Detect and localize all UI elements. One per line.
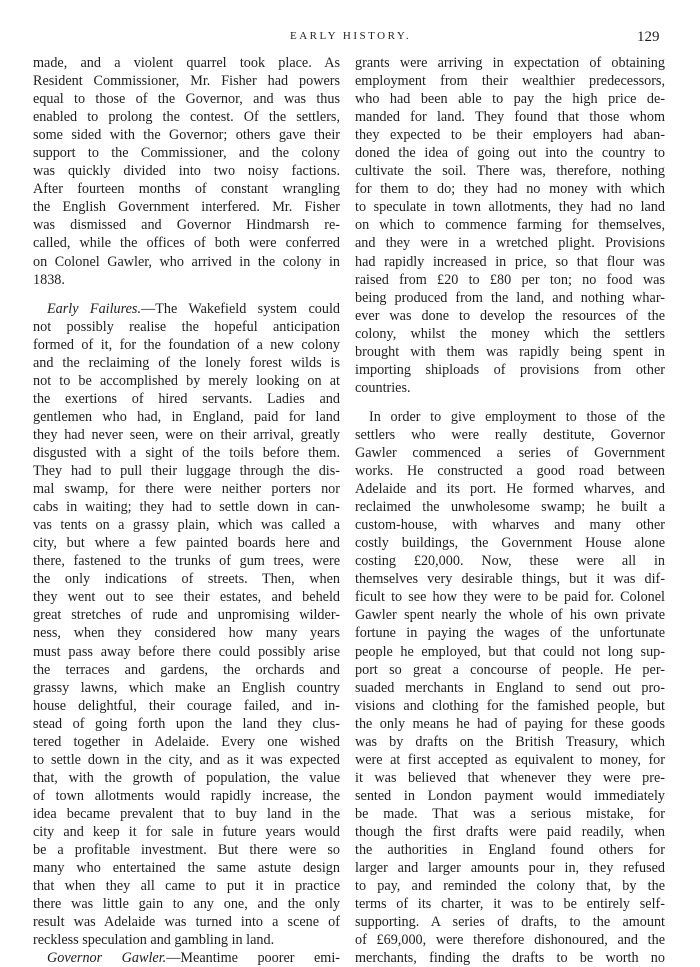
text-line: colony, whilst the money which the settlers bbox=[355, 325, 665, 342]
text-line: countries. bbox=[355, 379, 411, 396]
text-line: visions and clothing for the famished people, but bbox=[355, 697, 665, 714]
text-line: doned the idea of going out into the country to bbox=[355, 145, 665, 162]
text-line: not possibly realise the hopeful anticipation bbox=[33, 318, 340, 335]
text-line: of town allotments would rapidly increase, the bbox=[33, 787, 340, 804]
paragraph-gap bbox=[355, 397, 665, 408]
text-line: great stretches of rude and unpromising wilder- bbox=[33, 607, 340, 624]
text-line: In order to give employment to those of the bbox=[369, 408, 665, 425]
paragraph-government-works bbox=[355, 408, 665, 967]
text-line: on which to commence farming for themselves, bbox=[355, 217, 665, 234]
text-line: of £69,000, were therefore dishonoured, and the bbox=[355, 932, 665, 949]
text-line: people he employed, but that could not long sup- bbox=[355, 643, 665, 660]
text-fragment: —The Wakefield system could bbox=[141, 300, 340, 317]
text-line: stead of going forth upon the land they clus- bbox=[33, 715, 340, 732]
text-line: custom-house, with wharves and many other bbox=[355, 517, 665, 534]
text-line bbox=[33, 949, 340, 967]
text-line: and the reclaiming of the lonely forest wilds is bbox=[33, 354, 340, 371]
text-line: they went out to see their estates, and beheld bbox=[33, 589, 340, 606]
paragraph-poorer-emigrants bbox=[355, 54, 665, 397]
text-line: called, while the offices of both were conferred bbox=[33, 235, 340, 252]
text-line: equal to those of the Governor, and was thus bbox=[33, 91, 340, 108]
text-line: settlers who were really destitute, Governor bbox=[355, 426, 665, 443]
text-line: raised from £20 to £80 per ton; no food was bbox=[355, 271, 665, 288]
text-line: costing £20,000. Now, these were all in bbox=[355, 553, 665, 570]
text-line: cabs in waiting; they had to settle down in can- bbox=[33, 499, 340, 516]
text-line bbox=[33, 300, 340, 318]
text-line: employment from their wealthier predecessors, bbox=[355, 73, 665, 90]
text-line: were at first accepted as equivalent to money, for bbox=[355, 751, 665, 768]
text-line: disgusted with a sight of the toils before them. bbox=[33, 444, 340, 461]
text-line: not to be accomplished by merely looking on at bbox=[33, 372, 340, 389]
text-line: gentlemen who had, in England, paid for land bbox=[33, 408, 340, 425]
text-line: vas tents on a grassy plain, which was called a bbox=[33, 517, 340, 534]
text-line: Gawler spent nearly the whole of his own private bbox=[355, 607, 665, 624]
text-line: Gawler commenced a series of Government bbox=[355, 444, 665, 461]
text-line: After fourteen months of constant wrangling bbox=[33, 181, 340, 198]
text-line: had rapidly increased in price, so that flour was bbox=[355, 253, 665, 270]
text-line: 1838. bbox=[33, 271, 65, 288]
text-line: many who entertained the same astute design bbox=[33, 860, 340, 877]
text-fragment: —Meantime poorer emi- bbox=[166, 950, 341, 967]
text-line: cultivate the soil. There was, therefore, nothing bbox=[355, 163, 665, 180]
text-line: supporting. A series of drafts, to the amount bbox=[355, 914, 665, 931]
text-line: importing shiploads of provisions from other bbox=[355, 361, 665, 378]
text-line: manded for land. They found that those whom bbox=[355, 109, 665, 126]
text-line: they expected to be their employers had aban- bbox=[355, 127, 665, 144]
text-line: mal swamp, for there were neither porters nor bbox=[33, 481, 340, 498]
text-line: support to the Commissioner, and the colony bbox=[33, 145, 340, 162]
text-line: sented in London payment would immediately bbox=[355, 787, 665, 804]
text-line: grants were arriving in expectation of obtaining bbox=[355, 55, 665, 71]
text-line: the only means he had of paying for these goods bbox=[355, 715, 665, 732]
text-line: merchants, finding the drafts to be worth no bbox=[355, 950, 665, 967]
text-line: ficult to see how they were to be paid for. Colonel bbox=[355, 589, 665, 606]
text-line: tered together in Adelaide. Every one wished bbox=[33, 733, 340, 750]
text-line: the only indications of streets. Then, when bbox=[33, 571, 340, 588]
text-line: house delightful, their courage failed, and in- bbox=[33, 697, 340, 714]
left-column bbox=[33, 54, 340, 967]
text-line: fortune in paying the wages of the unfortunate bbox=[355, 625, 665, 642]
text-line: must pass away before there could possibly arise bbox=[33, 643, 340, 660]
text-line: for them to do; they had no money with which bbox=[355, 181, 665, 198]
paragraph-body bbox=[33, 318, 340, 950]
text-line: port so great a concourse of people. He per- bbox=[355, 661, 665, 678]
running-head: EARLY HISTORY. bbox=[290, 30, 412, 42]
text-line: themselves very desirable things, but it was dif- bbox=[355, 571, 665, 588]
text-line: They had to pull their luggage through the dis- bbox=[33, 463, 340, 480]
text-line: made, and a violent quarrel took place. As bbox=[33, 55, 340, 71]
text-line: formed of it, for the foundation of a new colony bbox=[33, 336, 340, 353]
text-line: costly buildings, the Government House alone bbox=[355, 535, 665, 552]
text-line: works. He constructed a good road between bbox=[355, 463, 665, 480]
text-line: grassy lawns, which make an English country bbox=[33, 679, 340, 696]
text-line: who had been able to pay the high price de- bbox=[355, 91, 665, 108]
text-line: the authorities in England found others for bbox=[355, 842, 665, 859]
text-line: suaded merchants in England to send out pro- bbox=[355, 679, 665, 696]
text-line: the English Government interfered. Mr. Fisher bbox=[33, 199, 340, 216]
text-line: city and keep it for sale in future years would bbox=[33, 823, 340, 840]
text-line: to pay, and reminded the colony that, by the bbox=[355, 878, 665, 895]
text-line: was quickly divided into two noisy factions. bbox=[33, 163, 340, 180]
text-line: they had never seen, were on their arrival, greatly bbox=[33, 426, 340, 443]
text-line: that, with the growth of population, the value bbox=[33, 769, 340, 786]
text-line: be a profitable investment. But there were so bbox=[33, 842, 340, 859]
page-number: 129 bbox=[637, 29, 660, 45]
text-line: it was believed that whenever they were pre- bbox=[355, 769, 665, 786]
paragraph-early-failures bbox=[33, 300, 340, 950]
text-line: larger and larger amounts pour in, they refused bbox=[355, 860, 665, 877]
text-line: result was Adelaide was turned into a scene of bbox=[33, 914, 340, 931]
text-line: reckless speculation and gambling in land. bbox=[33, 932, 275, 949]
text-line: be made. That was a serious mistake, for bbox=[355, 805, 665, 822]
text-line: on Colonel Gawler, who arrived in the colony in bbox=[33, 253, 340, 270]
text-line: to speculate in town allotments, they had no land bbox=[355, 199, 665, 216]
text-line: though the first drafts were paid readily, when bbox=[355, 823, 665, 840]
text-line: that when they all came to put it in practice bbox=[33, 878, 340, 895]
text-line: and they were in a wretched plight. Provisions bbox=[355, 235, 665, 252]
text-line: some sided with the Governor; others gave their bbox=[33, 127, 340, 144]
text-line: Adelaide and its port. He formed wharves, and bbox=[355, 481, 665, 498]
text-line: ness, when they considered how many years bbox=[33, 625, 340, 642]
text-line: city, but where a few painted boards here and bbox=[33, 535, 340, 552]
text-line: terms of its charter, it was to be entirely self- bbox=[355, 896, 665, 913]
text-line: idea became prevalent that to buy land in the bbox=[33, 805, 340, 822]
right-column bbox=[355, 54, 665, 967]
text-line: brought with them was rapidly being spent in bbox=[355, 343, 665, 360]
text-line: being produced from the land, and nothing whar- bbox=[355, 289, 665, 306]
text-line: reclaimed the unwholesome swamp; he built a bbox=[355, 499, 665, 516]
text-line: was by drafts on the British Treasury, which bbox=[355, 733, 665, 750]
text-line: there, fastened to the trunks of gum trees, were bbox=[33, 553, 340, 570]
section-heading-early-failures: Early Failures. bbox=[47, 300, 141, 317]
text-line: Resident Commissioner, Mr. Fisher had powers bbox=[33, 73, 340, 90]
text-line: the exertions of hired servants. Ladies and bbox=[33, 390, 340, 407]
paragraph-gap bbox=[33, 289, 340, 300]
text-line: to settle down in the city, and as it was expected bbox=[33, 751, 340, 768]
section-heading-governor-gawler: Governor Gawler. bbox=[47, 950, 167, 967]
paragraph-colonial-quarrel bbox=[33, 54, 340, 289]
text-line: was dismissed and Governor Hindmarsh re- bbox=[33, 217, 340, 234]
text-line: the terraces and gardens, the orchards and bbox=[33, 661, 340, 678]
text-line: enabled to prolong the contest. Of the settlers, bbox=[33, 109, 340, 126]
text-line: there was little gain to any one, and the only bbox=[33, 896, 340, 913]
text-line: ever was done to develop the resources of the bbox=[355, 307, 665, 324]
